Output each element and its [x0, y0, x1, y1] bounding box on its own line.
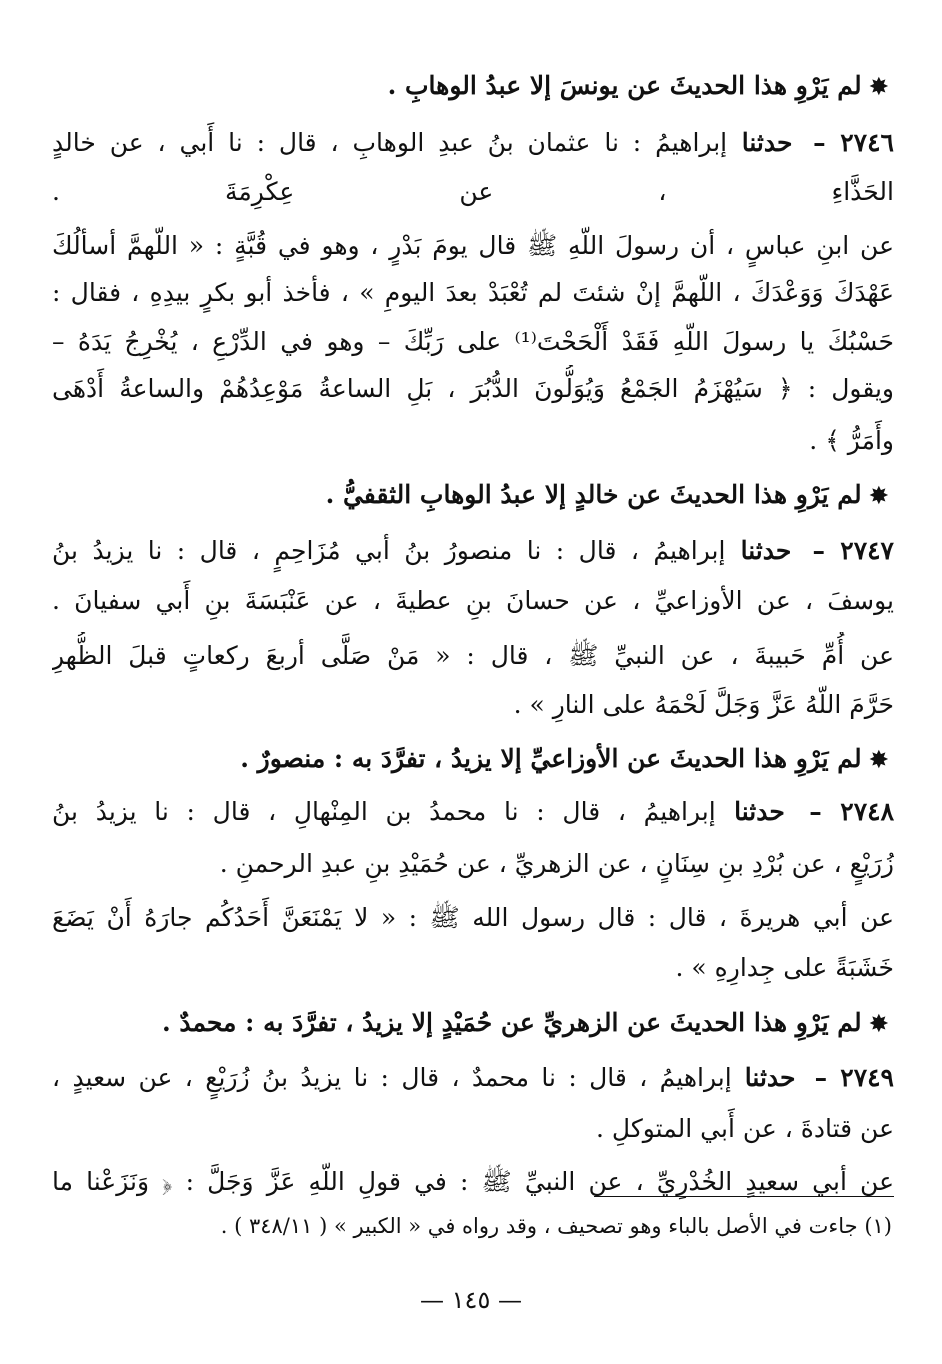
chain-note — [46, 471, 888, 519]
note-text: لم يَرْوِ هذا الحديثَ عن يونسَ إلا عبدُ الوهابِ . — [387, 71, 862, 100]
text-line: وأَمَرُّ ﴾ . — [809, 426, 894, 455]
note-text: لم يَرْوِ هذا الحديثَ عن الزهريِّ عن حُمَيْدٍ إلا يزيدُ ، تفرَّدَ به : محمدٌ . — [161, 1008, 862, 1037]
text-line: عن أبي هريرةَ ، قال : قال رسول الله ﷺ : « لا يَمْنَعَنَّ أَحَدُكُم جارَهُ أَنْ يَضَعَ — [52, 903, 894, 932]
text-line: يوسفَ ، عن الأوزاعيِّ ، عن حسانَ بنِ عطيةَ ، عن عَنْبَسَةَ بنِ أَبي سفيانَ . — [52, 586, 894, 615]
text-line: عن أبي سعيدٍ الخُدْرِيِّ ، عن النبيِّ ﷺ : في قولِ اللّهِ عَزَّ وَجَلَّ : ﴿ وَنَزَعْنا ما — [52, 1167, 894, 1196]
note-text: لم يَرْوِ هذا الحديثَ عن الأوزاعيِّ إلا يزيدُ ، تفرَّدَ به : منصورٌ . — [240, 744, 862, 773]
text-line: حَرَّمَ اللّهُ عَزَّ وَجَلَّ لَحْمَهُ على النارِ » . — [513, 690, 894, 719]
chain-note — [46, 999, 888, 1047]
hadith-line — [52, 1054, 894, 1102]
narration-keyword: حدثنا — [715, 797, 785, 826]
hadith-line — [52, 119, 894, 167]
hadith-number: ٢٧٤٦ – — [798, 128, 894, 157]
hadith-text: إبراهيمُ ، قال : نا محمدُ بن المِنْهالِ ، قال : نا يزيدُ بنُ — [52, 797, 716, 826]
text-line: عن ابنِ عباسٍ ، أن رسولَ اللّهِ ﷺ قال يومَ بَدْرٍ ، وهو في قُبَّةٍ : « اللّهمَّ أسألُكَ — [52, 231, 894, 260]
text-line: زُرَيْعٍ ، عن بُرْدِ بنِ سِنَانٍ ، عن الزهريِّ ، عن حُمَيْدِ بنِ عبدِ الرحمنِ . — [219, 849, 894, 878]
text-line: ويقول : ﴿ سَيُهْزَمُ الجَمْعُ وَيُوَلُّونَ الدُّبُرَ ، بَلِ الساعةُ مَوْعِدُهُمْ والساعةُ أَدْهَى — [52, 374, 894, 403]
hadith-number: ٢٧٤٨ – — [790, 797, 894, 826]
page-number: — ١٤٥ — — [420, 1286, 522, 1314]
hadith-text: إبراهيمُ ، قال : نا محمدٌ ، قال : نا يزيدُ بنُ زُرَيْعٍ ، عن سعيدٍ ، — [52, 1063, 732, 1092]
narration-keyword: حدثنا — [727, 128, 793, 157]
star-icon: ✸ — [869, 747, 888, 773]
hadith-line — [52, 788, 894, 836]
narration-keyword: حدثنا — [725, 536, 792, 565]
footnote-separator — [594, 1196, 894, 1197]
star-icon: ✸ — [869, 483, 888, 509]
text-line: عن أُمِّ حَبيبةَ ، عن النبيِّ ﷺ ، قال : « مَنْ صَلَّى أربعَ ركعاتٍ قبلَ الظُّهرِ — [52, 641, 894, 670]
hadith-text: إبراهيمُ : نا عثمان بنُ عبدِ الوهابِ ، قال : نا أَبي ، عن خالدٍ — [52, 128, 728, 157]
chain-note — [46, 735, 888, 783]
text-line: الحَذَّاءِ ، عن عِكْرِمَةَ . — [52, 177, 894, 206]
text-line: عَهْدَكَ وَوَعْدَكَ ، اللّهمَّ إنْ شئتَ لم تُعْبَدْ بعدَ اليومِ » ، فأخذ أبو بكرٍ بيدِهِ ، فقال : — [52, 278, 894, 307]
hadith-number: ٢٧٤٩ – — [801, 1063, 894, 1092]
narration-keyword: حدثنا — [731, 1063, 796, 1092]
note-text: لم يَرْوِ هذا الحديثَ عن خالدٍ إلا عبدُ الوهابِ الثقفيُّ . — [325, 480, 862, 509]
hadith-line — [52, 527, 894, 575]
chain-note — [46, 62, 888, 110]
hadith-number: ٢٧٤٧ – — [797, 536, 894, 565]
text-line: عن قتادةَ ، عن أَبي المتوكلِ . — [596, 1114, 894, 1143]
star-icon: ✸ — [869, 74, 888, 100]
text-line: خَشَبَةً على جِدارِهِ » . — [675, 953, 894, 982]
hadith-text: إبراهيمُ ، قال : نا منصورُ بنُ أبي مُزَاحِمٍ ، قال : نا يزيدُ بنُ — [52, 536, 726, 565]
text-line: حَسْبُكَ يا رسولَ اللّهِ فَقَدْ أَلْحَحْتَ⁽¹⁾ على رَبِّكَ – وهو في الدِّرْعِ ، يُخْرِجُ يَدَهُ – — [52, 327, 894, 356]
star-icon: ✸ — [869, 1011, 888, 1037]
footnote: (١) جاءت في الأصل بالباء وهو تصحيف ، وقد رواه في « الكبير » ( ٣٤٨/١١ ) . — [220, 1214, 892, 1238]
